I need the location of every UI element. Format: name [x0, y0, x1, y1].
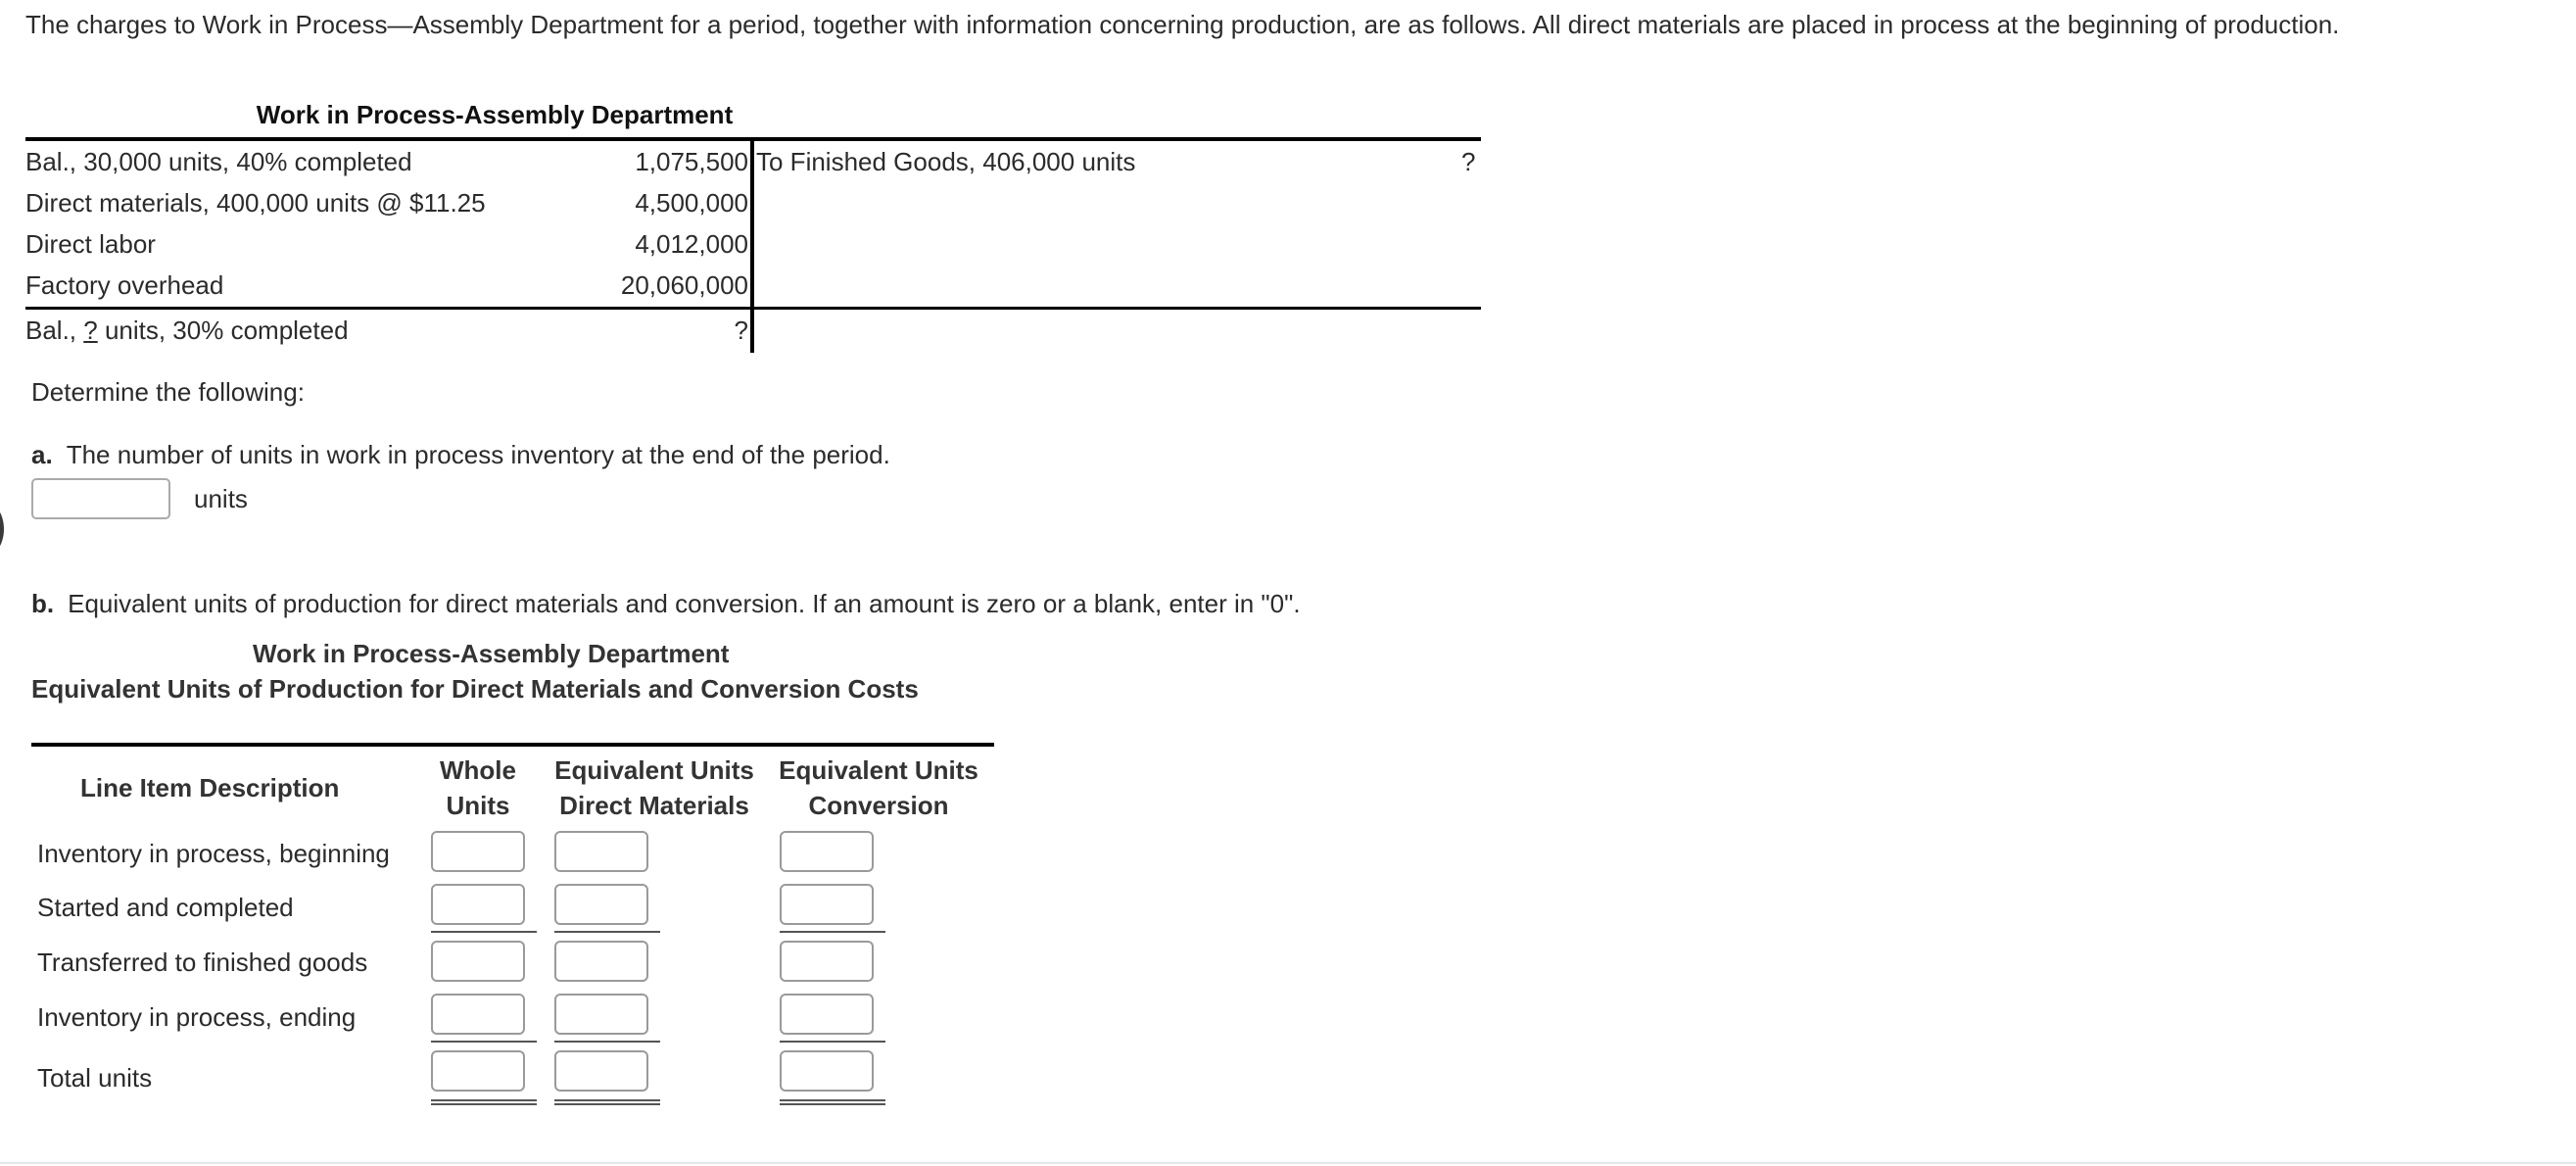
t-account-row	[25, 186, 1481, 219]
whole-units-ending-input[interactable]	[431, 994, 525, 1035]
conversion-beginning-input[interactable]	[780, 831, 874, 872]
part-a-letter: a.	[31, 440, 53, 469]
col-header-eq-conversion: Equivalent Units Conversion	[779, 755, 978, 820]
conversion-total-input[interactable]	[780, 1050, 874, 1092]
whole-units-total-input[interactable]	[431, 1050, 525, 1092]
debit-amount: 1,075,500	[635, 147, 748, 176]
dm-started-completed-input[interactable]	[554, 884, 648, 925]
subtotal-rule	[780, 1041, 885, 1043]
whole-units-started-completed-input[interactable]	[431, 884, 525, 925]
ending-units-input[interactable]	[31, 478, 170, 519]
t-account-total-rule	[25, 307, 1481, 310]
part-a-text: The number of units in work in process inventory at the end of the period.	[66, 440, 890, 469]
col-header-whole-units: Whole Units	[440, 755, 516, 820]
part-b-letter: b.	[31, 589, 55, 618]
debit-amount: 4,012,000	[635, 229, 748, 259]
t-account-row	[25, 145, 1481, 178]
credit-amount: ?	[1461, 147, 1476, 176]
subtotal-rule	[554, 1041, 660, 1043]
page-bottom-divider	[0, 1162, 2576, 1164]
subtotal-rule	[780, 931, 885, 933]
problem-intro: The charges to Work in Process—Assembly Department for a period, together with information concerning production, are as follows. All direct materials are placed in process at the beginning of production.	[25, 10, 2340, 39]
eq-table-subtitle: Equivalent Units of Production for Direct Materials and Conversion Costs	[31, 674, 919, 704]
conversion-started-completed-input[interactable]	[780, 884, 874, 925]
debit-amount: 4,500,000	[635, 188, 748, 218]
part-b-text: Equivalent units of production for direct materials and conversion. If an amount is zero or a blank, enter in "0".	[68, 589, 1301, 618]
whole-units-beginning-input[interactable]	[431, 831, 525, 872]
total-double-rule	[431, 1099, 537, 1105]
col-header-eq-direct-materials: Equivalent Units Direct Materials	[554, 755, 754, 820]
debit-amount: 20,060,000	[620, 270, 748, 300]
row-label-total: Total units	[37, 1063, 153, 1093]
eq-table-top-rule	[31, 743, 994, 747]
total-double-rule	[780, 1099, 885, 1105]
part-a-prompt	[31, 439, 890, 470]
ending-balance-amount: ?	[734, 316, 748, 345]
t-account-row	[25, 227, 1481, 261]
subtotal-rule	[431, 1041, 537, 1043]
dm-transferred-input[interactable]	[554, 941, 648, 982]
dm-total-input[interactable]	[554, 1050, 648, 1092]
row-label-beginning: Inventory in process, beginning	[37, 839, 390, 868]
debit-label: Bal., 30,000 units, 40% completed	[25, 147, 412, 176]
determine-heading: Determine the following:	[31, 377, 305, 407]
t-account-title: Work in Process-Assembly Department	[256, 100, 734, 129]
conversion-ending-input[interactable]	[780, 994, 874, 1035]
t-account-ending-row	[25, 314, 1481, 347]
circle-icon	[0, 500, 4, 559]
row-label-ending: Inventory in process, ending	[37, 1002, 357, 1032]
row-label-transferred: Transferred to finished goods	[37, 947, 368, 977]
part-b-prompt	[31, 588, 1301, 619]
units-label: units	[194, 484, 248, 513]
col-header-description: Line Item Description	[80, 773, 340, 802]
debit-label: Direct labor	[25, 229, 156, 259]
dm-ending-input[interactable]	[554, 994, 648, 1035]
row-label-started-completed: Started and completed	[37, 893, 294, 922]
debit-label: Direct materials, 400,000 units @ $11.25	[25, 188, 486, 218]
ending-balance-label: Bal., ? units, 30% completed	[25, 316, 349, 345]
conversion-transferred-input[interactable]	[780, 941, 874, 982]
dm-beginning-input[interactable]	[554, 831, 648, 872]
whole-units-transferred-input[interactable]	[431, 941, 525, 982]
subtotal-rule	[554, 931, 660, 933]
credit-label: To Finished Goods, 406,000 units	[756, 147, 1136, 176]
subtotal-rule	[431, 931, 537, 933]
eq-table-title: Work in Process-Assembly Department	[253, 639, 730, 668]
debit-label: Factory overhead	[25, 270, 224, 300]
t-account-row	[25, 268, 1481, 302]
total-double-rule	[554, 1099, 660, 1105]
